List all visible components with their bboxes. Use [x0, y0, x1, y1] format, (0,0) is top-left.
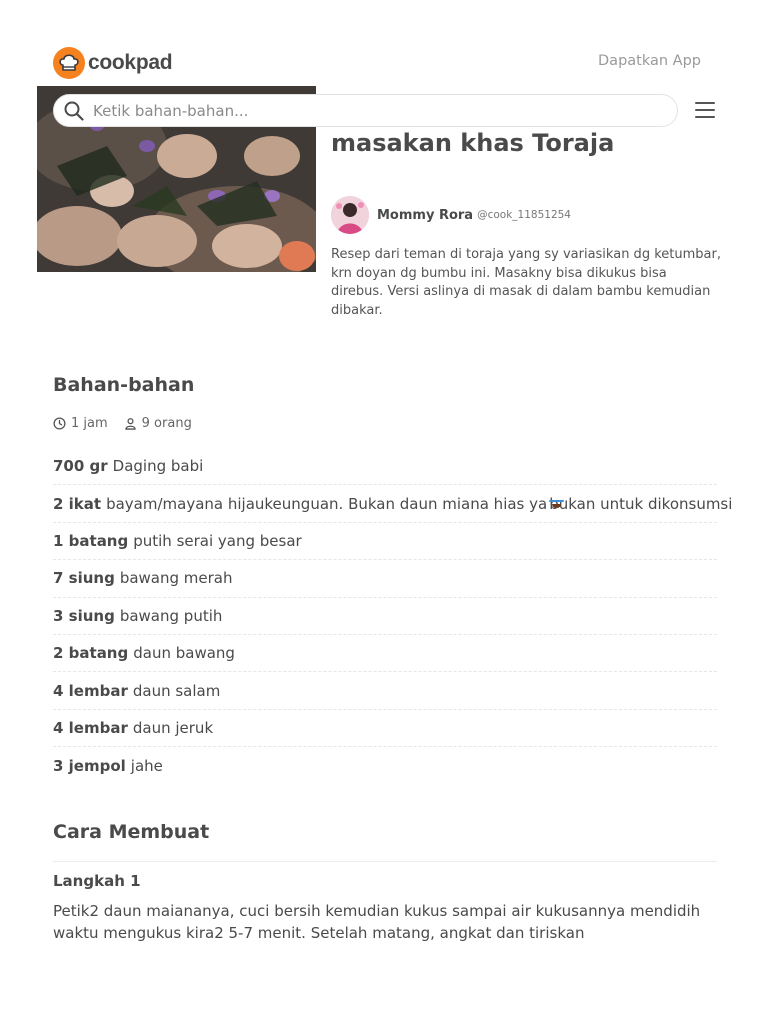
servings-value: 9 orang: [141, 416, 192, 431]
ingredients-heading: Bahan-bahan: [53, 374, 195, 396]
ingredient-qty: 3 siung: [53, 606, 115, 625]
recipe-description: Resep dari teman di toraja yang sy variasikan dg ketumbar, krn doyan dg bumbu ini. Masakny bisa dikukus bisa direbus. Versi aslinya di masak di dalam bambu kemudian dibakar.: [331, 247, 721, 318]
ingredient-qty: 700 gr: [53, 457, 108, 476]
list-item: [53, 560, 717, 597]
ingredient-name: bawang merah: [119, 569, 233, 588]
list-item: [53, 747, 717, 784]
ingredient-name: daun bawang: [133, 644, 235, 663]
servings: [124, 416, 192, 431]
ingredient-qty: 2 batang: [53, 644, 129, 663]
recipe-title: masakan khas Toraja: [331, 129, 615, 157]
cook-time-value: 1 jam: [71, 416, 108, 431]
ingredient-list: [53, 448, 733, 785]
list-item: [53, 710, 717, 747]
ingredient-name: jahe: [130, 756, 163, 775]
ingredient-qty: 7 siung: [53, 569, 115, 588]
ingredient-qty: 4 lembar: [53, 718, 128, 737]
list-item: [53, 448, 717, 485]
ingredient-qty: 1 batang: [53, 531, 129, 550]
cook-time: [53, 416, 108, 431]
author-info[interactable]: [331, 196, 571, 234]
ingredient-name: daun jeruk: [132, 718, 214, 737]
person-icon: [124, 417, 137, 430]
list-item: [53, 523, 717, 560]
ingredient-qty: 2 ikat: [53, 494, 102, 513]
step-label: Langkah 1: [53, 872, 141, 890]
search-icon: [64, 101, 84, 121]
author-handle: @cook_11851254: [477, 209, 571, 221]
steps-heading: Cara Membuat: [53, 821, 210, 843]
ingredient-qty: 3 jempol: [53, 756, 126, 775]
ingredient-name: bayam/mayana hijaukeunguan. Bukan daun miana hias ya: [106, 494, 548, 513]
chef-hat-icon: [53, 47, 85, 79]
list-item: [53, 635, 717, 672]
ingredient-qty: 4 lembar: [53, 681, 128, 700]
author-name[interactable]: Mommy Rora: [377, 207, 474, 223]
search-input[interactable]: [93, 102, 653, 120]
ingredient-name-cont: bukan untuk dikonsumsi: [549, 494, 733, 513]
cookpad-logo[interactable]: [53, 47, 172, 79]
brand-name: cookpad: [88, 51, 173, 74]
list-item: [53, 485, 733, 522]
step-text: Petik2 daun maiananya, cuci bersih kemudian kukus sampai air kukusannya mendidih waktu mengukus kira2 5-7 menit. Setelah matang, angkat dan tiriskan: [53, 902, 701, 942]
hamburger-menu-icon[interactable]: [695, 102, 715, 118]
recipe-title-container: [331, 118, 731, 160]
list-item: [53, 598, 717, 635]
divider: [53, 861, 717, 862]
get-app-link[interactable]: Dapatkan App: [598, 53, 701, 69]
ingredient-name: Daging babi: [112, 457, 204, 476]
list-item: [53, 672, 717, 709]
clock-icon: [53, 417, 66, 430]
ingredient-name: daun salam: [132, 681, 221, 700]
ingredient-name: bawang putih: [119, 606, 223, 625]
ingredient-name: putih serai yang besar: [133, 531, 302, 550]
recipe-meta: [53, 416, 208, 431]
avatar[interactable]: [331, 196, 369, 234]
